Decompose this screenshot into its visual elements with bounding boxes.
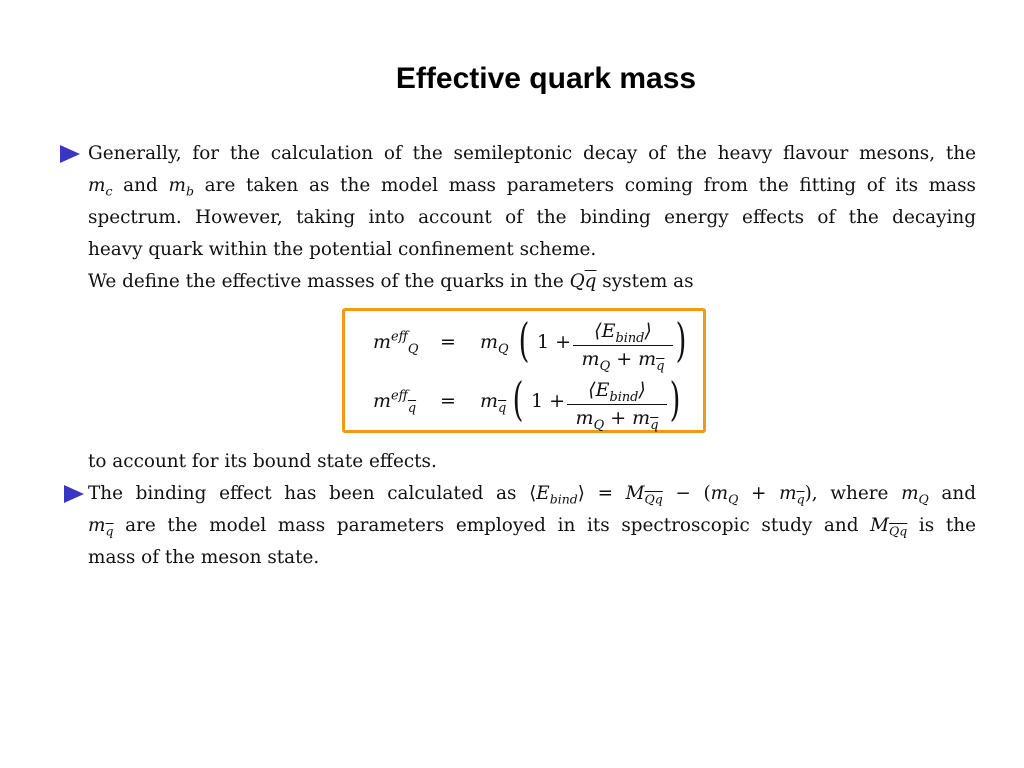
paragraph-line: heavy quark within the potential confinement scheme.: [88, 239, 597, 260]
fraction-numerator: $⟨E_{bind}⟩$: [567, 378, 667, 405]
right-paren: ): [669, 372, 681, 426]
bullet-triangle-icon: [64, 485, 84, 503]
fraction: [567, 378, 667, 431]
equation-lhs: $m^{eff}_Q$: [373, 329, 419, 357]
equation-lhs: $m^{eff}_{\overline{q}}$: [373, 388, 417, 416]
left-paren: (: [518, 313, 530, 367]
mass-term: $m_Q$: [480, 331, 509, 357]
paragraph-line: $m_c$ and $m_b$ are taken as the model mass parameters coming from the fitting of its mass: [88, 175, 977, 199]
equation-box: [342, 308, 706, 433]
fraction-denominator: $m_Q + m_{\overline{q}}$: [575, 407, 659, 433]
one-plus: 1 +: [531, 390, 566, 412]
fraction-denominator: $m_Q + m_{\overline{q}}$: [581, 348, 665, 374]
right-paren: ): [675, 313, 687, 367]
fraction-numerator: $⟨E_{bind}⟩$: [573, 319, 673, 346]
paragraph-line: to account for its bound state effects.: [88, 451, 437, 472]
paragraph-line: The binding effect has been calculated as $⟨E_{bind}⟩ = M_{\overline{Qq}} - (m_Q + m_{\overline{q}})$, where $m_Q$ and: [88, 483, 977, 507]
paragraph-line: We define the effective masses of the quarks in the $Q\overline{q}$ system as: [88, 271, 694, 292]
paragraph-line: mass of the meson state.: [88, 547, 320, 568]
equation-row-antiquark: [345, 374, 709, 432]
left-paren: (: [512, 372, 524, 426]
fraction: [573, 319, 673, 372]
bullet-triangle-icon: [60, 145, 80, 163]
one-plus: 1 +: [537, 331, 572, 353]
mass-term: $m_{\overline{q}}$: [480, 390, 507, 416]
paragraph-line: Generally, for the calculation of the semileptonic decay of the heavy flavour mesons, the: [88, 143, 976, 164]
slide-title: Effective quark mass: [395, 62, 697, 95]
paragraph-line: spectrum. However, taking into account of the binding energy effects of the decaying: [88, 207, 976, 228]
equals-sign: =: [440, 390, 456, 412]
paragraph-line: $m_{\overline{q}}$ are the model mass parameters employed in its spectroscopic study and $M_{\overline{Qq}}$ is the: [88, 515, 976, 539]
equals-sign: =: [440, 331, 456, 353]
equation-row-quark: [345, 315, 709, 373]
